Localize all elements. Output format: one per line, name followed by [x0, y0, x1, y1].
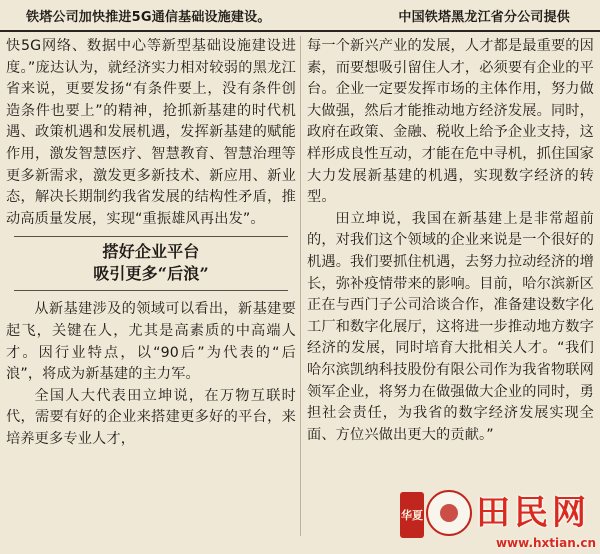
subheading-line-2: 吸引更多“后浪” — [93, 264, 209, 284]
photo-caption — [0, 0, 600, 30]
paragraph: 从新基建涉及的领域可以看出，新基建要起飞，关键在人，尤其是高素质的中高端人才。因行业特点，以“90后”为代表的“后浪”，将成为新基建的主力军。 — [6, 301, 296, 383]
watermark-url: www.hxtian.cn — [495, 536, 596, 550]
subheading-line-1: 搭好企业平台 — [102, 242, 200, 262]
watermark-brand: 田民网 — [476, 493, 590, 533]
paragraph: 每一个新兴产业的发展，人才都是最重要的因素，而要想吸引留住人才，必须要有企业的平台。企业一定要发挥市场的主体作用，努力做大做强，然后才能推动地方经济发展。同时，政府在政策、金融、税收上给予企业支持，这样形成良性互动，才能在危中寻机，抓住国家大力发展新基建的机遇，实现数字经济的转型。 — [307, 38, 594, 206]
caption-credit: 中国铁塔黑龙江省分公司提供 — [398, 9, 570, 25]
site-watermark — [400, 490, 596, 552]
column-divider — [300, 36, 301, 536]
paragraph: 快5G网络、数据中心等新型基础设施建设进度。”庞达认为，就经济实力相对较弱的黑龙江省来说，更要发扬“有条件要上，没有条件创造条件也要上”的精神，抢抓新基建的时代机遇、政策机遇和发展机遇，发挥新基建的赋能作用，激发智慧医疗、智慧教育、智慧治理等更多新需求，激发更多新技术、新应用、新业态，解决长期制约我省发展的结构性矛盾，推动高质量发展，实现“重振雄风再出发”。 — [6, 38, 296, 227]
watermark-logo-icon — [426, 490, 472, 536]
caption-divider — [0, 30, 600, 32]
paragraph: 田立坤说，我国在新基建上是非常超前的，对我们这个领域的企业来说是一个很好的机遇。我们要抓住机遇，去努力拉动经济的增长，弥补疫情带来的影响。目前，哈尔滨新区正在与西门子公司洽谈合作，准备建设数字化工厂和数字化展厅，这将进一步推动地方数字经济的发展，同时培育大批相关人才。“我们哈尔滨凯纳科技股份有限公司作为我省物联网领军企业，将努力在做强做大企业的同时，勇担社会责任，为我省的数字经济发展实现全面、方位兴做出更大的贡献。” — [307, 210, 594, 443]
section-subheading — [14, 236, 288, 291]
article-column-left — [6, 36, 296, 451]
watermark-seal: 华夏 — [400, 492, 424, 538]
caption-text: 铁塔公司加快推进5G通信基础设施建设。 — [26, 9, 271, 25]
paragraph: 全国人大代表田立坤说，在万物互联时代，需要有好的企业来搭建更多好的平台，来培养更多专业人才， — [6, 387, 296, 447]
article-column-right — [307, 36, 594, 446]
